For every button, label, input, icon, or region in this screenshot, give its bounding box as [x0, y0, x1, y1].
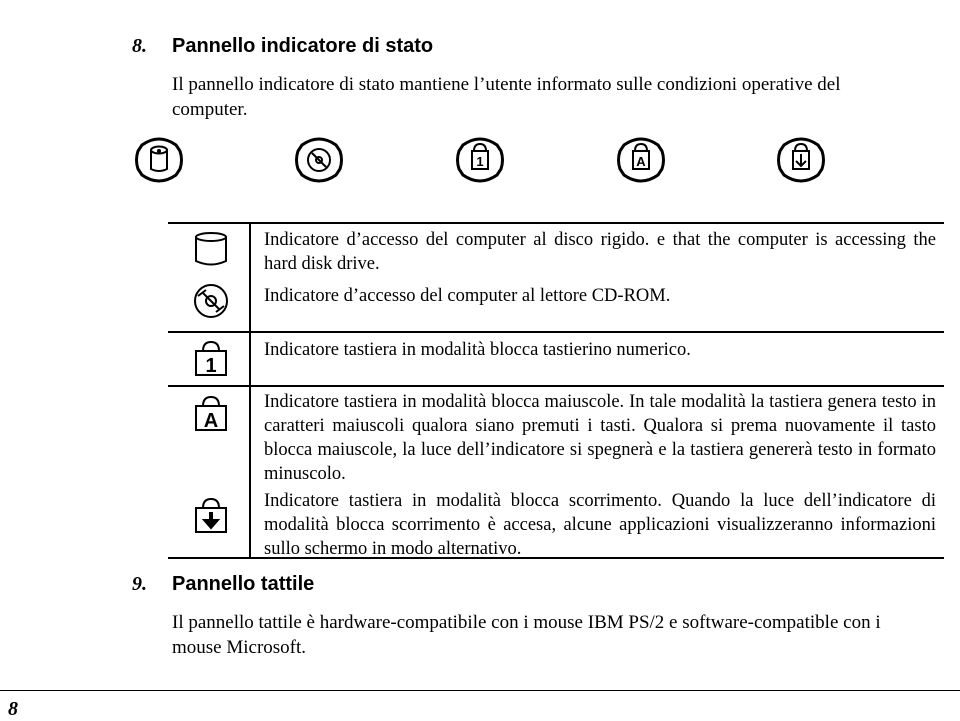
- footer-divider: [0, 690, 960, 691]
- scroll-lock-icon: [192, 496, 230, 534]
- section-text: Il pannello tattile è hardware-compatibile con i mouse IBM PS/2 e software-compatible con i mouse Microsoft.: [172, 612, 881, 658]
- num-lock-glyph: 1: [476, 154, 484, 169]
- table-row-text: Indicatore tastiera in modalità blocca tastierino numerico.: [264, 340, 691, 360]
- caps-lock-icon: [192, 394, 230, 432]
- num-lock-icon: [455, 135, 505, 185]
- num-lock-glyph: 1: [205, 355, 217, 377]
- section-title: Pannello indicatore di stato: [172, 35, 434, 57]
- table-row-text: Indicatore d’accesso del computer al disco rigido. e that the computer is accessing the hard disk drive.: [264, 230, 936, 274]
- num-lock-icon: [192, 339, 230, 377]
- section-title: Pannello tattile: [172, 573, 315, 595]
- table-row-text: Indicatore d’accesso del computer al lettore CD-ROM.: [264, 286, 671, 306]
- hard-disk-icon: [192, 230, 230, 268]
- section-intro: Il pannello indicatore di stato mantiene l’utente informato sulle condizioni operative del computer.: [172, 74, 841, 120]
- indicator-table: [168, 222, 944, 559]
- scroll-lock-icon: [776, 135, 826, 185]
- caps-lock-glyph: A: [203, 410, 219, 432]
- caps-lock-glyph: A: [636, 154, 646, 169]
- cd-rom-icon: [192, 282, 230, 320]
- cd-rom-icon: [294, 135, 344, 185]
- table-row-text: Indicatore tastiera in modalità blocca maiuscole. In tale modalità la tastiera genera testo in caratteri maiuscoli qualora siano premuti i tasti. Qualora si prema nuovamente il tasto blocca maiuscole, la luce dell’indicatore si spegnerà e la tastiera genererà testo in formato minuscolo.: [264, 392, 936, 484]
- table-row-text: Indicatore tastiera in modalità blocca scorrimento. Quando la luce dell’indicatore di modalità blocca scorrimento è accesa, alcune applicazioni visualizzeranno informazioni sullo schermo in modo alternativo.: [264, 491, 936, 559]
- section-number: 9.: [132, 573, 147, 595]
- section-number: 8.: [132, 35, 147, 57]
- indicator-icon-row: [0, 135, 960, 195]
- page-number: 8: [8, 698, 18, 720]
- caps-lock-icon: [616, 135, 666, 185]
- hard-disk-icon: [134, 135, 184, 185]
